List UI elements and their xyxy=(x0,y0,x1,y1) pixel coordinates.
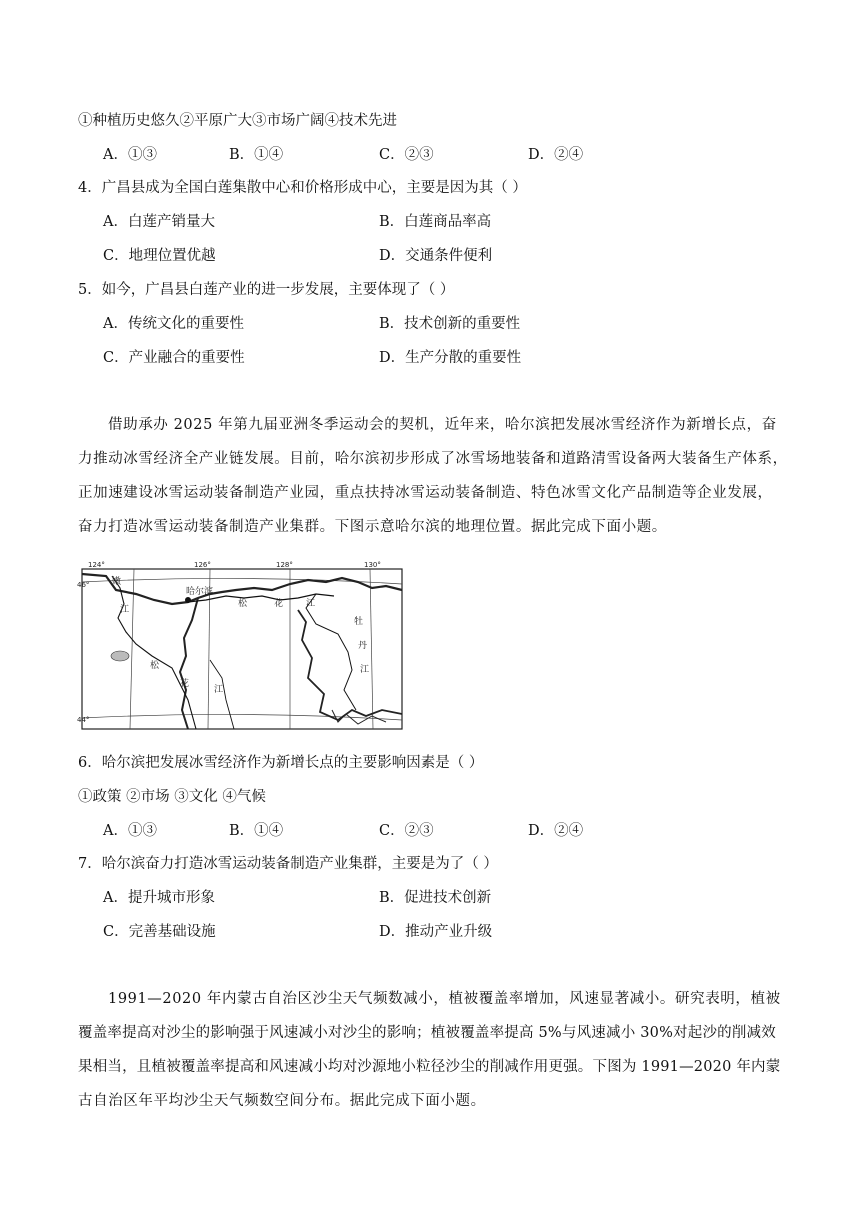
river-label-dan: 丹 xyxy=(358,641,368,651)
q3-option-d[interactable]: D．②④ xyxy=(528,147,584,163)
q4-option-a[interactable]: A．白莲产销量大 xyxy=(103,214,215,230)
q5-stem: 5．如今，广昌县白莲产业的进一步发展，主要体现了（ ） xyxy=(78,282,455,298)
lon-label-124: 124° xyxy=(88,561,105,569)
q4-stem: 4．广昌县成为全国白莲集散中心和价格形成中心，主要是因为其（ ） xyxy=(78,180,527,196)
q7-option-a[interactable]: A．提升城市形象 xyxy=(103,890,215,906)
q5-option-c[interactable]: C．产业融合的重要性 xyxy=(103,350,245,366)
q3-option-a[interactable]: A．①③ xyxy=(103,147,157,163)
q5-option-a[interactable]: A．传统文化的重要性 xyxy=(103,316,244,332)
q6-option-b[interactable]: B．①④ xyxy=(229,823,284,839)
passage2-line-1: 借助承办 2025 年第九届亚洲冬季运动会的契机，近年来，哈尔滨把发展冰雪经济作为新增长点，奋 xyxy=(108,417,777,433)
river-label-jiang-4: 江 xyxy=(360,665,370,675)
q7-option-c[interactable]: C．完善基础设施 xyxy=(103,924,216,940)
river-label-jiang-1: 江 xyxy=(120,605,130,615)
q4-option-c[interactable]: C．地理位置优越 xyxy=(103,248,216,264)
passage2-line-2: 力推动冰雪经济全产业链发展。目前，哈尔滨初步形成了冰雪场地装备和道路清雪设备两大装备生产体系， xyxy=(78,451,788,467)
passage3-line-1: 1991—2020 年内蒙古自治区沙尘天气频数减小，植被覆盖率增加，风速显著减小。研究表明，植被 xyxy=(108,991,781,1007)
q6-option-d[interactable]: D．②④ xyxy=(528,823,584,839)
q7-stem: 7．哈尔滨奋力打造冰雪运动装备制造产业集群，主要是为了（ ） xyxy=(78,856,498,872)
passage2-line-4: 奋力打造冰雪运动装备制造产业集群。下图示意哈尔滨的地理位置。据此完成下面小题。 xyxy=(78,519,667,535)
q4-option-b[interactable]: B．白莲商品率高 xyxy=(379,214,492,230)
lon-label-130: 130° xyxy=(364,561,381,569)
lat-label-46: 46° xyxy=(77,581,90,589)
harbin-location-map xyxy=(76,560,408,734)
lon-label-128: 128° xyxy=(276,561,293,569)
map-svg xyxy=(76,560,408,734)
q6-option-a[interactable]: A．①③ xyxy=(103,823,157,839)
lake-shape xyxy=(111,651,129,661)
river-label-song-2: 松 xyxy=(238,599,248,609)
river-label-jiang-2: 江 xyxy=(214,685,224,695)
passage3-line-3: 果相当，且植被覆盖率提高和风速减小均对沙源地小粒径沙尘的削减作用更强。下图为 1991—2020 年内蒙 xyxy=(78,1059,781,1075)
lat-label-44: 44° xyxy=(77,716,90,724)
q3-option-b[interactable]: B．①④ xyxy=(229,147,284,163)
river-label-hua-1: 花 xyxy=(180,679,190,689)
q5-option-b[interactable]: B．技术创新的重要性 xyxy=(379,316,521,332)
q7-option-b[interactable]: B．促进技术创新 xyxy=(379,890,492,906)
q3-items: ①种植历史悠久②平原广大③市场广阔④技术先进 xyxy=(78,113,397,129)
passage3-line-4: 古自治区年平均沙尘天气频数空间分布。据此完成下面小题。 xyxy=(78,1093,486,1109)
river-label-mu: 牡 xyxy=(354,617,364,627)
river-label-song-1: 松 xyxy=(150,661,160,671)
q6-items: ①政策 ②市场 ③文化 ④气候 xyxy=(78,789,266,805)
river-label-nen: 嫩 xyxy=(112,577,122,587)
q7-option-d[interactable]: D．推动产业升级 xyxy=(379,924,493,940)
q3-option-c[interactable]: C．②③ xyxy=(379,147,434,163)
q6-option-c[interactable]: C．②③ xyxy=(379,823,434,839)
q4-option-d[interactable]: D．交通条件便利 xyxy=(379,248,493,264)
harbin-city-label: 哈尔滨 xyxy=(186,587,214,597)
lon-label-126: 126° xyxy=(194,561,211,569)
passage3-line-2: 覆盖率提高对沙尘的影响强于风速减小对沙尘的影响；植被覆盖率提高 5%与风速减小 30%对起沙的削减效 xyxy=(78,1025,776,1041)
river-label-hua-2: 花 xyxy=(274,599,284,609)
harbin-city-dot xyxy=(185,597,191,603)
q6-stem: 6．哈尔滨把发展冰雪经济作为新增长点的主要影响因素是（ ） xyxy=(78,755,484,771)
passage2-line-3: 正加速建设冰雪运动装备制造产业园，重点扶持冰雪运动装备制造、特色冰雪文化产品制造等企业发展， xyxy=(78,485,773,501)
q5-option-d[interactable]: D．生产分散的重要性 xyxy=(379,350,522,366)
river-label-jiang-3: 江 xyxy=(306,599,316,609)
